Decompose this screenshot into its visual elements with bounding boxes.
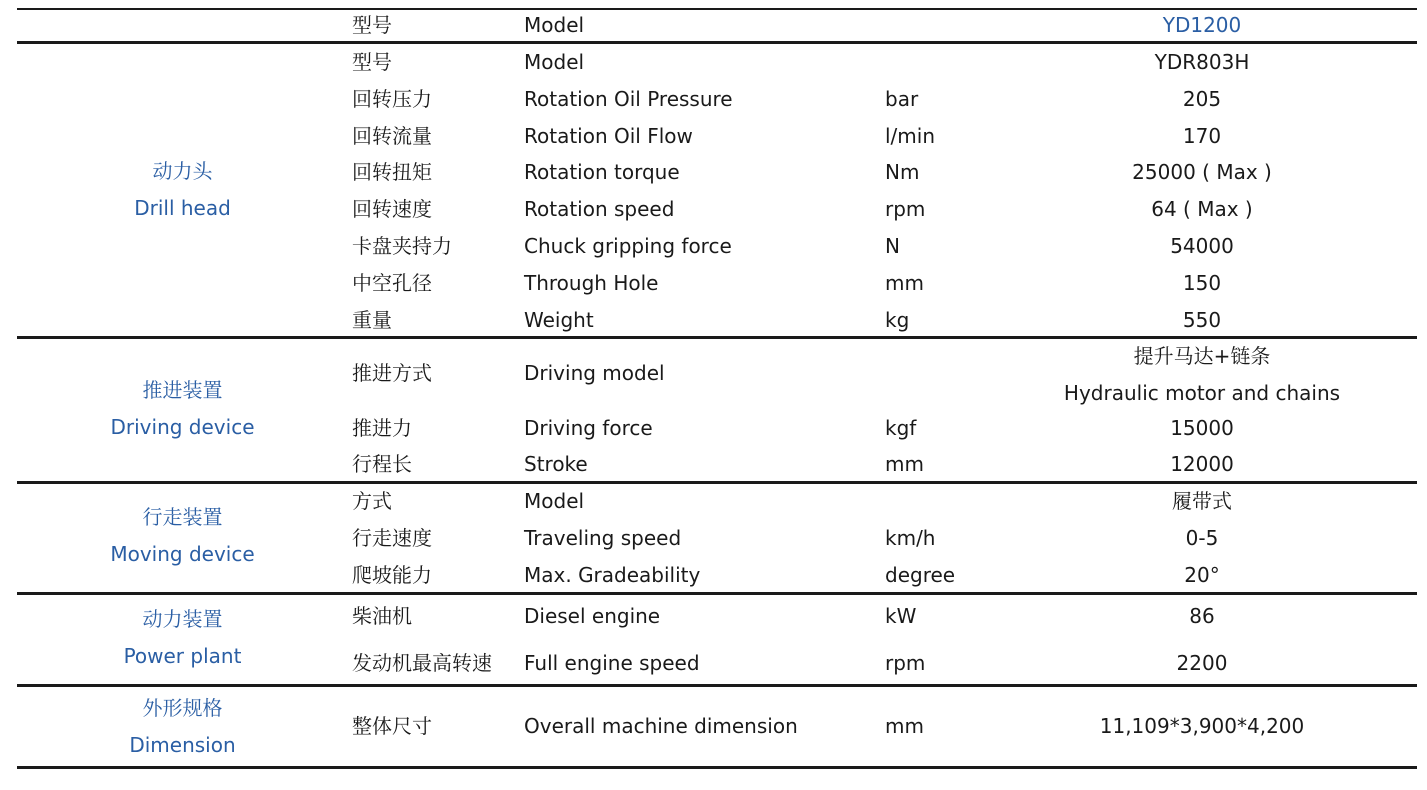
category-zh: 动力装置 bbox=[142, 607, 223, 631]
param-value: 205 bbox=[1182, 87, 1222, 111]
param-zh: 推进力 bbox=[352, 416, 412, 440]
category-drill-head bbox=[60, 153, 305, 227]
param-en: Diesel engine bbox=[524, 604, 661, 628]
param-zh: 行程长 bbox=[352, 452, 412, 476]
param-value: 86 bbox=[1189, 604, 1215, 628]
param-unit: kgf bbox=[885, 416, 917, 440]
param-value: YDR803H bbox=[1154, 50, 1250, 74]
param-unit: rpm bbox=[885, 651, 926, 675]
param-en: Rotation Oil Pressure bbox=[524, 87, 733, 111]
table-top-rule bbox=[17, 8, 1417, 10]
param-zh: 推进方式 bbox=[352, 361, 432, 385]
param-zh: 型号 bbox=[352, 50, 392, 74]
category-power-plant bbox=[60, 601, 305, 675]
category-zh: 行走装置 bbox=[142, 505, 223, 529]
param-en: Model bbox=[524, 50, 585, 74]
param-en: Rotation torque bbox=[524, 160, 680, 184]
param-en: Through Hole bbox=[524, 271, 659, 295]
category-zh: 外形规格 bbox=[142, 696, 223, 720]
param-value: 54000 bbox=[1170, 234, 1234, 258]
param-value-en: Hydraulic motor and chains bbox=[1063, 381, 1341, 405]
param-zh: 爬坡能力 bbox=[352, 563, 432, 587]
param-value: 2200 bbox=[1176, 651, 1228, 675]
category-zh: 推进装置 bbox=[142, 378, 223, 402]
section-divider bbox=[17, 592, 1417, 595]
param-value: 550 bbox=[1182, 308, 1222, 332]
param-value: 170 bbox=[1182, 124, 1222, 148]
param-value: 15000 bbox=[1170, 416, 1234, 440]
header-divider bbox=[17, 41, 1417, 44]
category-moving-device bbox=[60, 499, 305, 573]
param-unit: kW bbox=[885, 604, 917, 628]
param-en: Stroke bbox=[524, 452, 588, 476]
table-bottom-rule bbox=[17, 766, 1417, 769]
category-driving-device bbox=[60, 372, 305, 446]
param-zh: 行走速度 bbox=[352, 526, 432, 550]
param-unit: mm bbox=[885, 452, 924, 476]
category-zh: 动力头 bbox=[152, 159, 213, 183]
param-zh: 卡盘夹持力 bbox=[352, 234, 452, 258]
param-en: Max. Gradeability bbox=[524, 563, 701, 587]
category-en: Moving device bbox=[110, 542, 255, 566]
param-unit: km/h bbox=[885, 526, 936, 550]
param-unit: Nm bbox=[885, 160, 920, 184]
param-en: Full engine speed bbox=[524, 651, 700, 675]
category-dimension bbox=[60, 690, 305, 764]
param-zh: 回转流量 bbox=[352, 124, 432, 148]
param-en: Chuck gripping force bbox=[524, 234, 732, 258]
param-unit: rpm bbox=[885, 197, 926, 221]
section-divider bbox=[17, 336, 1417, 339]
param-unit: N bbox=[885, 234, 900, 258]
param-zh: 整体尺寸 bbox=[352, 714, 432, 738]
header-zh: 型号 bbox=[352, 13, 392, 37]
param-zh: 回转压力 bbox=[352, 87, 432, 111]
param-unit: kg bbox=[885, 308, 910, 332]
param-en: Driving force bbox=[524, 416, 653, 440]
param-en: Model bbox=[524, 489, 585, 513]
param-zh: 柴油机 bbox=[352, 604, 412, 628]
param-value: 11,109*3,900*4,200 bbox=[1099, 714, 1305, 738]
param-value: 提升马达+链条 bbox=[1133, 344, 1271, 368]
param-zh: 中空孔径 bbox=[352, 271, 432, 295]
param-value: 12000 bbox=[1170, 452, 1234, 476]
param-en: Rotation Oil Flow bbox=[524, 124, 693, 148]
category-en: Drill head bbox=[134, 196, 231, 220]
param-en: Traveling speed bbox=[524, 526, 682, 550]
param-zh: 回转速度 bbox=[352, 197, 432, 221]
header-model-value: YD1200 bbox=[1162, 13, 1242, 37]
category-en: Driving device bbox=[110, 415, 255, 439]
param-zh: 重量 bbox=[352, 308, 392, 332]
param-zh: 发动机最高转速 bbox=[352, 651, 492, 675]
param-unit: mm bbox=[885, 714, 924, 738]
param-unit: degree bbox=[885, 563, 956, 587]
header-en: Model bbox=[524, 13, 585, 37]
param-en: Weight bbox=[524, 308, 594, 332]
param-en: Driving model bbox=[524, 361, 665, 385]
param-unit: mm bbox=[885, 271, 924, 295]
param-en: Overall machine dimension bbox=[524, 714, 798, 738]
param-value: 64 ( Max ) bbox=[1151, 197, 1253, 221]
param-en: Rotation speed bbox=[524, 197, 675, 221]
section-divider bbox=[17, 684, 1417, 687]
param-zh: 方式 bbox=[352, 489, 392, 513]
param-value: 履带式 bbox=[1172, 489, 1232, 513]
param-value: 25000 ( Max ) bbox=[1132, 160, 1272, 184]
section-divider bbox=[17, 481, 1417, 484]
category-en: Power plant bbox=[123, 644, 242, 668]
param-value: 20° bbox=[1184, 563, 1220, 587]
param-value: 0-5 bbox=[1185, 526, 1219, 550]
category-en: Dimension bbox=[129, 733, 236, 757]
param-value: 150 bbox=[1182, 271, 1222, 295]
param-zh: 回转扭矩 bbox=[352, 160, 432, 184]
param-unit: bar bbox=[885, 87, 919, 111]
param-unit: l/min bbox=[885, 124, 936, 148]
